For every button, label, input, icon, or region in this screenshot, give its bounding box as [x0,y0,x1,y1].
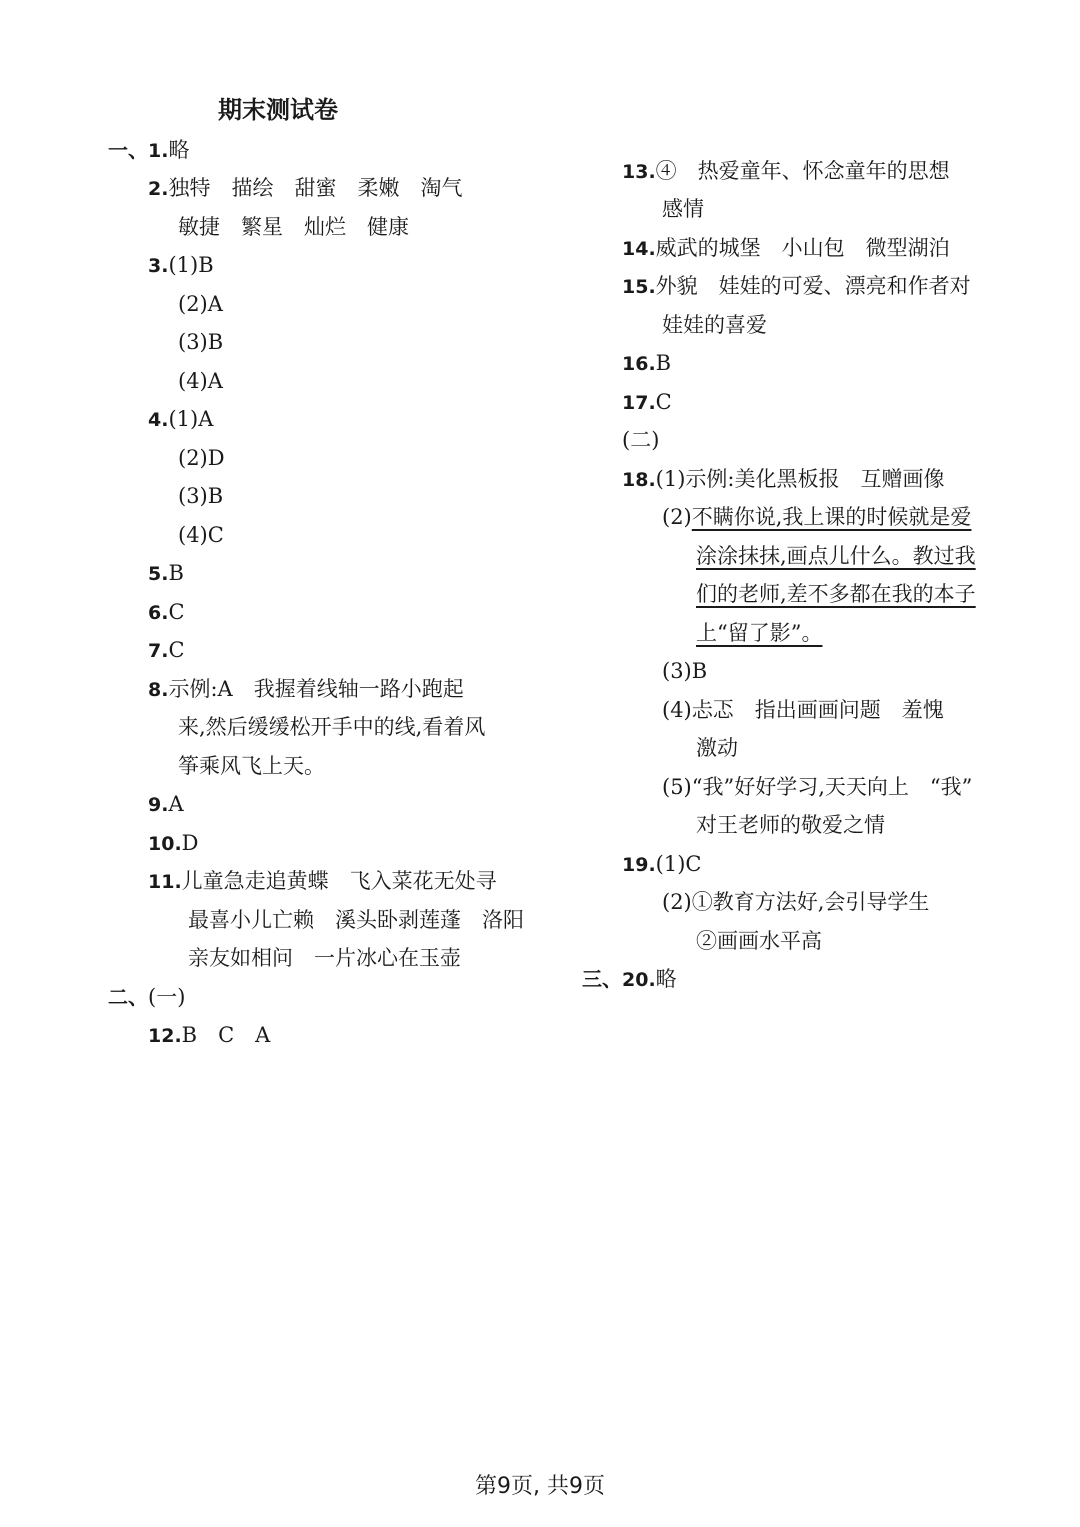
answer-line [622,426,659,454]
question-number: 15. [622,276,656,298]
answer-text: B [168,561,184,585]
answer-text: (4)C [178,523,224,547]
answer-text: 最喜小儿亡赖 溪头卧剥莲蓬 洛阳 [188,908,524,932]
section-marker: 三、 [582,967,622,991]
answer-text: ④ 热爱童年、怀念童年的思想 [655,159,950,183]
question-number: 4. [148,409,169,431]
question-number: 17. [622,392,656,414]
page-title: 期末测试卷 [218,96,338,124]
answer-line [622,157,950,186]
section-marker: 一、 [108,138,148,162]
answer-text: 略 [168,138,190,162]
question-number: 20. [622,969,656,991]
question-number: 7. [148,640,169,662]
answer-line [696,619,822,647]
answer-line [662,773,972,801]
answer-text: (1)C [655,852,702,876]
answer-line [696,811,885,839]
underlined-answer: 涂涂抹抹,画点儿什么。教过我 [696,544,976,568]
answer-line [696,542,976,570]
question-number: 5. [148,563,169,585]
answer-line [178,752,325,780]
answer-text: 儿童急走追黄蝶 飞入菜花无处寻 [181,869,497,893]
answer-line [188,944,461,972]
question-number: 12. [148,1025,182,1047]
answer-text: (1)A [168,407,214,431]
underlined-answer: 们的老师,差不多都在我的本子 [696,582,976,606]
answer-line [696,927,822,955]
answer-line [696,580,976,608]
answer-line [188,906,524,934]
question-number: 3. [148,255,169,277]
answer-text: (4)A [178,369,223,393]
page-footer: 第9页, 共9页 [475,1474,605,1499]
answer-text: (3)B [178,330,224,354]
answer-text: (2)D [178,446,225,470]
answer-line [148,1021,270,1050]
answer-line [178,713,485,741]
answer-text: 娃娃的喜爱 [662,313,767,337]
answer-text: 对王老师的敬爱之情 [696,813,885,837]
answer-text: 威武的城堡 小山包 微型湖泊 [655,236,950,260]
underlined-answer: 上“留了影”。 [696,621,823,645]
answer-line [148,405,213,434]
answer-text: 略 [655,967,677,991]
answer-text: B C A [181,1023,271,1047]
question-number: 13. [622,161,656,183]
answer-text: D [181,831,199,855]
answer-line [178,213,409,241]
answer-line [178,444,225,472]
question-number: 2. [148,178,169,200]
answer-line [178,482,223,510]
question-number: 11. [148,871,182,893]
answer-line [178,328,223,356]
question-number: 1. [148,140,169,162]
answer-line [108,136,189,165]
answer-line [148,790,184,819]
question-number: 6. [148,602,169,624]
answer-line [662,503,971,531]
answer-text: (3)B [178,484,224,508]
underlined-answer: 不瞒你说,我上课的时候就是爱 [691,505,972,529]
answer-text: 感情 [662,197,704,221]
answer-text: (一) [148,985,186,1009]
answer-text: (4)忐忑 指出画画问题 羞愧 [662,698,944,722]
answer-line [148,251,214,280]
answer-text: A [168,792,184,816]
question-number: 10. [148,833,182,855]
answer-text: B [655,351,672,375]
answer-line [662,311,767,339]
answer-line [582,965,677,994]
answer-line [148,636,185,665]
answer-text: 激动 [696,736,738,760]
answer-line [662,195,704,223]
answer-text: (3)B [662,659,708,683]
question-number: 9. [148,794,169,816]
answer-line [662,696,944,724]
answer-line [622,850,702,879]
answer-text: 示例:A 我握着线轴一路小跑起 [168,677,464,701]
answer-line [178,367,223,395]
answer-text: 外貌 娃娃的可爱、漂亮和作者对 [655,274,971,298]
question-number: 16. [622,353,656,375]
answer-text: (1)示例:美化黑板报 互赠画像 [655,467,945,491]
answer-line [148,867,497,896]
answer-text: C [655,390,672,414]
answer-text: (2)①教育方法好,会引导学生 [662,890,930,914]
answer-line [148,598,185,627]
answer-text: 亲友如相问 一片冰心在玉壶 [188,946,461,970]
answer-text: 筝乘风飞上天。 [178,754,325,778]
answer-line [662,888,929,916]
answer-line [622,349,671,378]
answer-text: C [168,600,185,624]
answer-line [178,290,223,318]
answer-line [622,388,672,417]
answer-text: 来,然后缓缓松开手中的线,看着风 [178,715,486,739]
answer-text: (1)B [168,253,214,277]
question-number: 18. [622,469,656,491]
answer-line [108,983,185,1011]
question-number: 8. [148,679,169,701]
question-number: 14. [622,238,656,260]
answer-text: C [168,638,185,662]
question-number: 19. [622,854,656,876]
answer-line [622,272,971,301]
answer-text: 敏捷 繁星 灿烂 健康 [178,215,409,239]
answer-line [148,829,199,858]
answer-line [662,657,707,685]
answer-text: (2) [662,505,692,529]
answer-line [178,521,224,549]
answer-line [622,234,950,263]
answer-line [148,559,184,588]
answer-line [622,465,945,494]
answer-text: (二) [622,428,660,452]
answer-line [148,675,464,704]
section-marker: 二、 [108,985,148,1009]
answer-text: 独特 描绘 甜蜜 柔嫩 淘气 [168,176,463,200]
answer-text: (2)A [178,292,223,316]
answer-line [148,174,462,203]
answer-line [696,734,738,762]
answer-text: ②画画水平高 [696,929,822,953]
answer-text: (5)“我”好好学习,天天向上 “我” [662,775,973,799]
